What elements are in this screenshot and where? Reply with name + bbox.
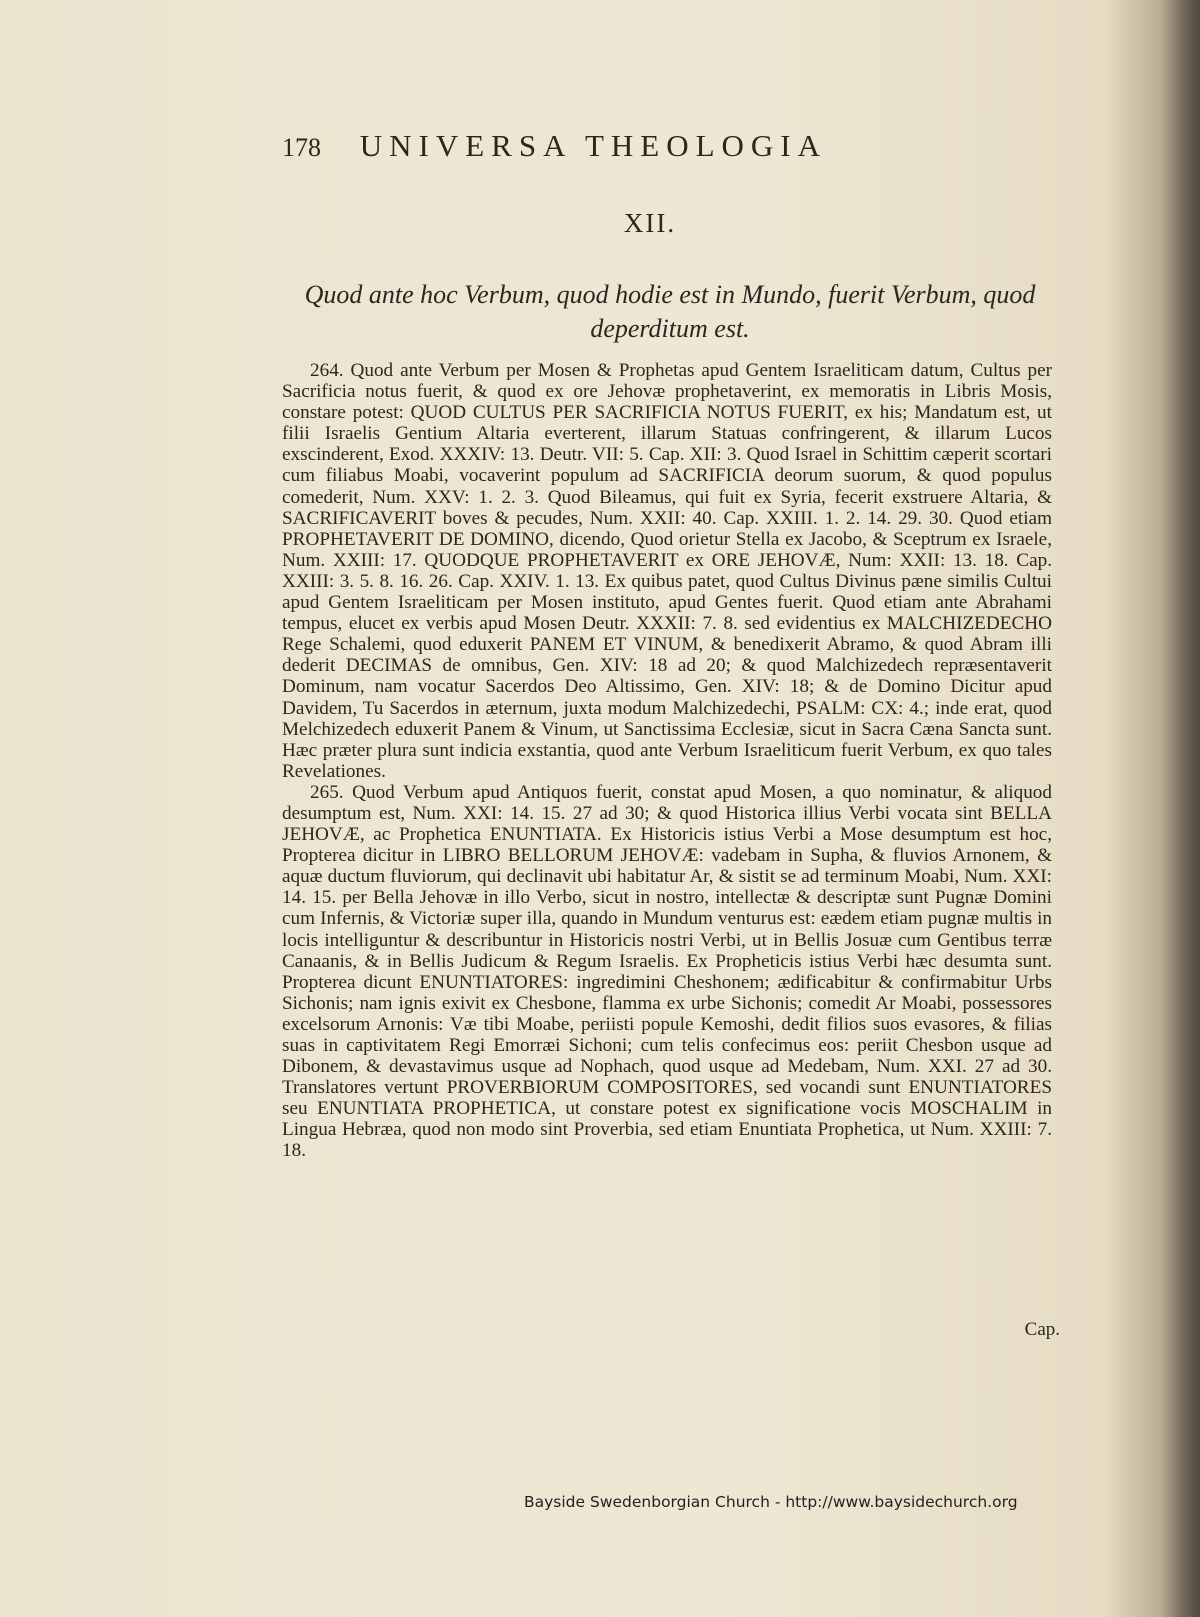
section-number: XII. <box>623 208 677 238</box>
running-title: UNIVERSA THEOLOGIA <box>359 128 828 163</box>
scan-credit: Bayside Swedenborgian Church - http://www.baysidechurch.org <box>524 1493 1018 1511</box>
paragraph-264: 264. Quod ante Verbum per Mosen & Prophetas apud Gentem Israeliticam datum, Cultus per Sacrificia notus fuerit, & quod ex ore Jehovæ prophetaverint, ex memoratis in Libris Mosis, constare potest: QUOD CULTUS PER SACRIFICIA NOTUS FUERIT, ex his; Mandatum est, ut filii Israelis Gentium Altaria everterent, illarum Statuas confringerent, & illarum Lucos exscinderent, Exod. XXXIV: 13. Deutr. VII: 5. Cap. XII: 3. Quod Israel in Schittim cæperit scortari cum filiabus Moabi, vocaverint populum ad SACRIFICIA deorum suorum, & quod populus comederit, Num. XXV: 1. 2. 3. Quod Bileamus, qui fuit ex Syria, fecerit exstruere Altaria, & SACRIFICAVERIT boves & pecudes, Num. XXII: 40. Cap. XXIII. 1. 2. 14. 29. 30. Quod etiam PROPHETAVERIT DE DOMINO, dicendo, Quod orietur Stella ex Jacobo, & Sceptrum ex Israele, Num. XXIII: 17. QUODQUE PROPHETAVERIT ex ORE JEHOVÆ, Num: XXII: 13. 18. Cap. XXIII: 3. 5. 8. 16. 26. Cap. XXIV. 1. 13. Ex quibus patet, quod Cultus Divinus pæne similis Cultui apud Gentem Israeliticam per Mosen instituto, apud Gentes fuerit. Quod etiam ante Abrahami tempus, elucet ex verbis apud Mosen Deutr. XXXII: 7. 8. sed evidentius ex MALCHIZEDECHO Rege Schalemi, quod eduxerit PANEM ET VINUM, & benedixerit Abramo, & quod Abram illi dederit DECIMAS de omnibus, Gen. XIV: 18 ad 20; & quod Malchizedech repræsentaverit Dominum, nam vocatur Sacerdos Deo Altissimo, Gen. XIV: 18; & de Domino Dicitur apud Davidem, Tu Sacerdos in æternum, juxta modum Malchizedechi, PSALM: CX: 4.; inde erat, quod Melchizedech eduxerit Panem & Vinum, ut Sanctissima Ecclesiæ, sicut in Sacra Cæna Sancta sunt. Hæc præter plura sunt indicia exstantia, quod ante Verbum Israeliticum fuerit Verbum, ex quo tales Revelationes. <box>282 360 1052 782</box>
catchword: Cap. <box>1024 1319 1060 1340</box>
running-header <box>282 128 1002 164</box>
book-gutter-shadow <box>1160 0 1200 1617</box>
body-text <box>282 360 1052 1162</box>
page-number: 178 <box>282 133 321 162</box>
section-title: Quod ante hoc Verbum, quod hodie est in Mundo, fuerit Verbum, quod deperditum est. <box>304 280 1036 343</box>
paragraph-265: 265. Quod Verbum apud Antiquos fuerit, constat apud Mosen, a quo nominatur, & aliquod desumptum est, Num. XXI: 14. 15. 27 ad 30; & quod Historica illius Verbi vocata sint BELLA JEHOVÆ, ac Prophetica ENUNTIATA. Ex Historicis istius Verbi a Mose desumptum est hoc, Propterea dicitur in LIBRO BELLORUM JEHOVÆ: vadebam in Supha, & fluvios Arnonem, & aquæ ductum fluviorum, qui declinavit ubi habitatur Ar, & sistit se ad terminum Moabi, Num. XXI: 14. 15. per Bella Jehovæ in illo Verbo, sicut in nostro, intellectæ & descriptæ sunt Pugnæ Domini cum Infernis, & Victoriæ super illa, quando in Mundum venturus est: eædem etiam pugnæ multis in locis intelliguntur & describuntur in Historicis nostri Verbi, ut in Bellis Josuæ cum Gentibus terræ Canaanis, & in Bellis Judicum & Regum Israelis. Ex Propheticis istius Verbi hæc desumta sunt. Propterea dicunt ENUNTIATORES: ingredimini Cheshonem; ædificabitur & confirmabitur Urbs Sichonis; nam ignis exivit ex Chesbone, flamma ex urbe Sichonis; comedit Ar Moabi, possessores excelsorum Arnonis: Væ tibi Moabe, periisti popule Kemoshi, dedit filios suos evasores, & filias suas in captivitatem Regi Emorræi Sichoni; cum telis confecimus eos: periit Chesbon usque ad Dibonem, & devastavimus usque ad Nophach, quod usque ad Medebam, Num. XXI. 27 ad 30. Translatores vertunt PROVERBIORUM COMPOSITORES, sed vocandi sunt ENUNTIATORES seu ENUNTIATA PROPHETICA, ut constare potest ex significatione vocis MOSCHALIM in Lingua Hebræa, quod non modo sint Proverbia, sed etiam Enuntiata Prophetica, ut Num. XXIII: 7. 18. <box>282 781 1052 1162</box>
